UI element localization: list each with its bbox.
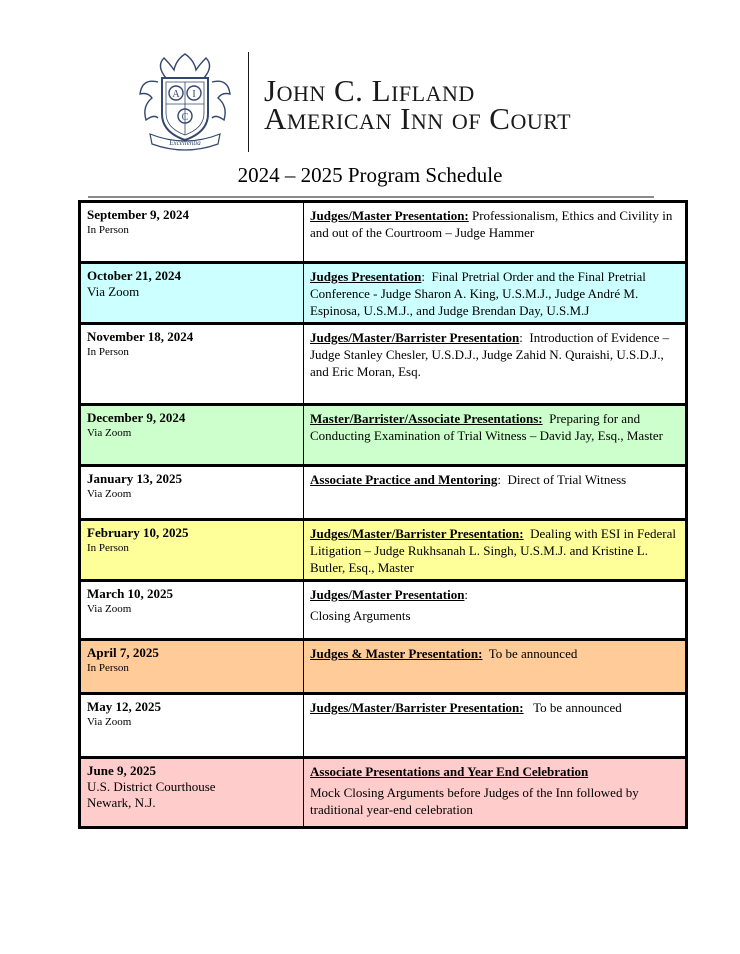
program-title: 2024 – 2025 Program Schedule [237,163,503,187]
title-rule [88,196,654,198]
schedule-date-cell [80,758,304,828]
schedule-date-cell [80,324,304,405]
session-location: Via Zoom [87,427,132,439]
schedule-row [80,758,687,828]
program-extra-text: Mock Closing Arguments before Judges of the Inn followed by traditional year-end celebration [310,785,639,817]
header-divider [248,52,249,152]
program-title-text: Master/Barrister/Associate Presentations: [310,411,543,426]
program-details: Professionalism, Ethics and Civility in and out of the Courtroom – Judge Hammer [310,208,676,240]
schedule-program-cell [304,758,687,828]
schedule-row [80,640,687,694]
session-date: November 18, 2024 [87,329,194,344]
session-location: In Person [87,346,129,358]
schedule-program-cell [304,466,687,520]
session-location: In Person [87,224,129,236]
session-location: Via Zoom [87,603,132,615]
program-details: To be announced [482,646,578,661]
program-extra-text: Closing Arguments [310,608,411,623]
session-date: June 9, 2025 [87,763,156,778]
program-description [310,207,679,241]
schedule-program-cell [304,405,687,466]
program-title-text: Judges & Master Presentation: [310,646,483,661]
schedule-row [80,324,687,405]
program-description [310,763,679,780]
schedule-date-cell [80,405,304,466]
schedule-program-cell [304,694,687,758]
schedule-row [80,694,687,758]
session-date: February 10, 2025 [87,525,189,540]
org-name-line2: American Inn of Court [264,101,572,136]
schedule-row [80,466,687,520]
program-description [310,471,679,488]
session-location: Via Zoom [87,284,140,299]
program-title-text: Judges/Master/Barrister Presentation [310,330,520,345]
session-date: December 9, 2024 [87,410,186,425]
schedule-date-cell [80,202,304,263]
program-details: Preparing for and Conducting Examination of Trial Witness – David Jay, Esq., Master [310,411,663,443]
schedule-date-cell [80,581,304,640]
program-title-text: Judges/Master Presentation: [310,208,469,223]
session-date: May 12, 2025 [87,699,162,714]
schedule-program-cell [304,581,687,640]
program-description [310,699,679,716]
session-date: October 21, 2024 [87,268,181,283]
program-description [310,645,679,662]
program-details: : Introduction of Evidence – Judge Stanley Chesler, U.S.D.J., Judge Zahid N. Quraishi, U.S.D.J., and Eric Moran, Esq. [310,330,673,379]
page-header [0,0,740,200]
schedule-program-cell [304,324,687,405]
session-date: March 10, 2025 [87,586,174,601]
schedule-program-cell [304,263,687,324]
session-date: April 7, 2025 [87,645,159,660]
inn-crest-logo [136,48,234,152]
session-location: Via Zoom [87,488,132,500]
program-details: : [464,587,469,602]
program-schedule-table [78,200,688,829]
crest-initial-a: A [172,89,180,100]
program-details: : Final Pretrial Order and the Final Pretrial Conference - Judge Sharon A. King, U.S.M.J., Judge André M. Espinosa, U.S.M.J., and Judge Brendan Day, U.S.M.J [310,269,650,318]
program-description [310,268,679,319]
schedule-row [80,263,687,324]
session-location: In Person [87,662,129,674]
program-details: To be announced [523,700,622,715]
schedule-program-cell [304,202,687,263]
session-date: January 13, 2025 [87,471,182,486]
schedule-date-cell [80,520,304,581]
program-title-text: Judges/Master/Barrister Presentation: [310,526,524,541]
program-title-text: Associate Practice and Mentoring [310,472,498,487]
schedule-date-cell [80,263,304,324]
session-location: U.S. District Courthouse Newark, N.J. [87,779,216,810]
schedule-program-cell [304,640,687,694]
schedule-date-cell [80,694,304,758]
program-description [310,586,679,603]
program-title-text: Judges Presentation [310,269,422,284]
program-description [310,525,679,576]
program-description [310,329,679,380]
program-title-text: Associate Presentations and Year End Celebration [310,764,589,779]
session-location: In Person [87,542,129,554]
program-description [310,410,679,444]
schedule-row [80,202,687,263]
schedule-date-cell [80,466,304,520]
schedule-date-cell [80,640,304,694]
crest-initial-i: I [192,89,196,100]
program-details: : Direct of Trial Witness [497,472,627,487]
schedule-row [80,581,687,640]
schedule-row [80,405,687,466]
schedule-program-cell [304,520,687,581]
org-name-line1: John C. Lifland [264,73,475,108]
crest-motto: Excellentia [169,139,201,147]
crest-initial-c: C [181,112,189,123]
program-title-text: Judges/Master Presentation [310,587,465,602]
program-details: Dealing with ESI in Federal Litigation – Judge Rukhsanah L. Singh, U.S.M.J. and Kristine L. Butler, Esq., Master [310,526,680,575]
schedule-row [80,520,687,581]
program-title-text: Judges/Master/Barrister Presentation: [310,700,524,715]
session-location: Via Zoom [87,716,132,728]
session-date: September 9, 2024 [87,207,189,222]
